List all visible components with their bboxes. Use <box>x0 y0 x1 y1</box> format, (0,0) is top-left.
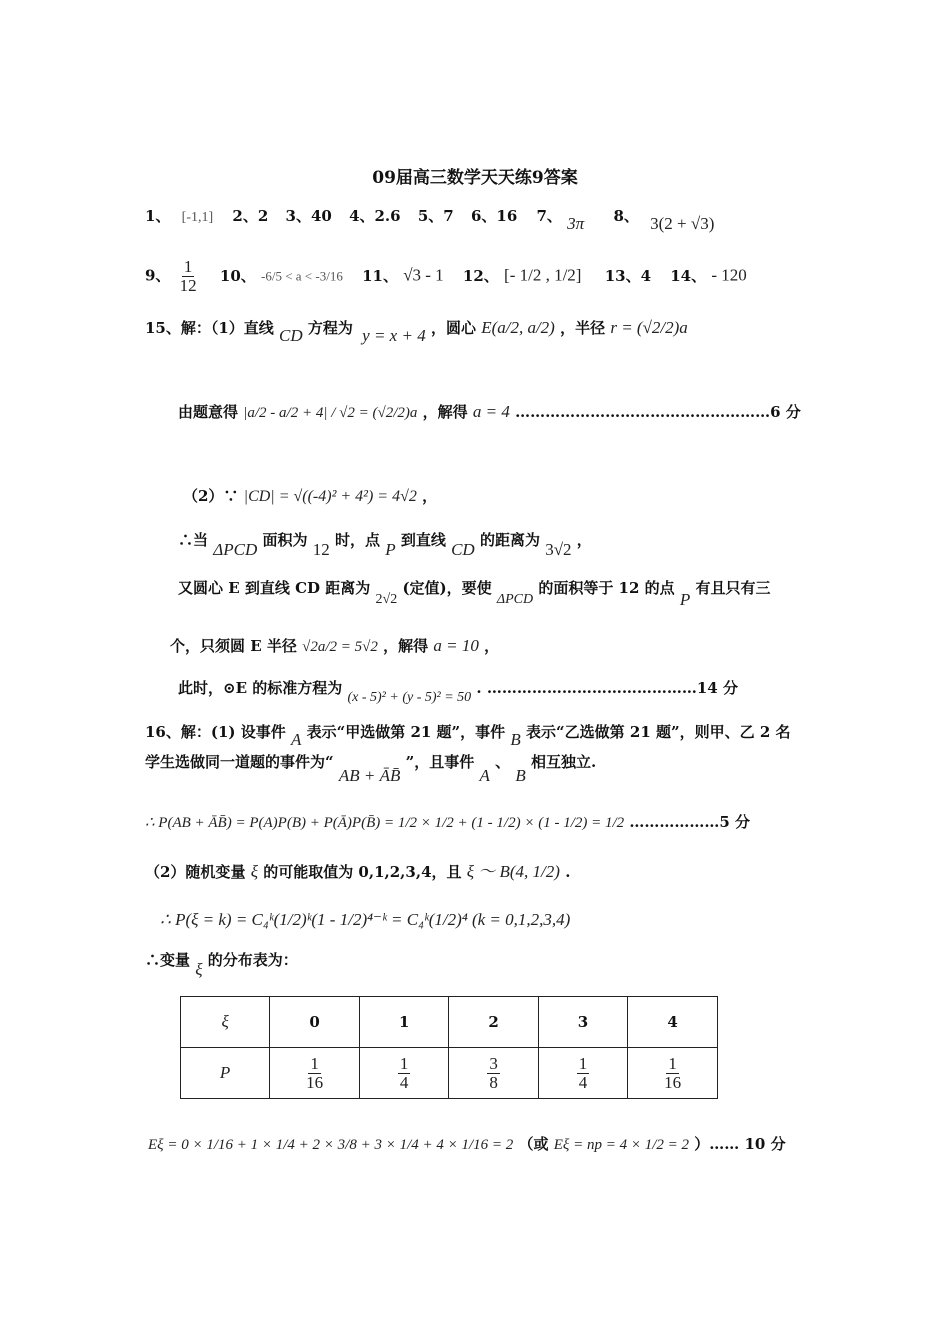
q15-line-3 <box>183 486 437 507</box>
q15-line-equation: y = x + 4 <box>362 326 426 345</box>
q16-text: （2）随机变量 <box>145 863 246 881</box>
q16-probability-equation: ∴ P(AB + ĀB̄) = P(A)P(B) + P(Ā)P(B̄) = 1/2 × 1/2 + (1 - 1/2) × (1 - 1/2) = 1/2 <box>145 815 625 831</box>
numerator: 1 <box>668 1053 677 1073</box>
answer-12-label: 12、 <box>462 266 499 285</box>
answer-2: 2、2 <box>232 207 269 225</box>
q15-text: ∴当 <box>178 531 209 549</box>
table-cell <box>538 1048 627 1099</box>
table-header-cell: 2 <box>449 997 538 1048</box>
q16-xi: ξ <box>195 960 203 979</box>
numerator: 1 <box>310 1053 319 1073</box>
table-header-xi: ξ <box>221 1012 229 1031</box>
answer-1-label: 1、 <box>145 207 171 225</box>
probability-fraction <box>487 1055 500 1092</box>
answer-4: 4、2.6 <box>349 207 401 225</box>
q16-line-5 <box>160 910 570 930</box>
answer-14-label: 14、 <box>670 266 707 285</box>
q15-solution-a: a = 10 <box>433 636 479 655</box>
denominator: 4 <box>399 1072 409 1092</box>
table-cell <box>449 1048 538 1099</box>
q15-text: （2）∵ <box>183 487 239 505</box>
table-header-cell: 4 <box>628 997 718 1048</box>
q15-text: 面积为 <box>262 531 308 549</box>
q15-center: E(a/2, a/2) <box>481 318 555 337</box>
q16-line-7 <box>148 1134 786 1155</box>
answer-11-label: 11、 <box>362 266 398 285</box>
answer-9-numerator: 1 <box>183 257 193 276</box>
probability-fraction <box>304 1055 325 1092</box>
q15-text: ，解得 <box>422 403 468 421</box>
table-header-cell: 0 <box>270 997 360 1048</box>
q15-intro: 15、解：（1）直线 <box>145 319 274 337</box>
q16-text: 的可能取值为 0,1,2,3,4，且 <box>263 863 462 881</box>
table-header-cell: 1 <box>359 997 448 1048</box>
q15-line-7 <box>178 678 738 705</box>
q15-text: 又圆心 E 到直线 CD 距离为 <box>178 579 371 597</box>
q16-xi: ξ <box>250 862 258 881</box>
q15-cd: CD <box>451 540 475 559</box>
q15-line-4 <box>178 530 592 559</box>
q16-event-b: B <box>510 730 521 749</box>
q15-text: ，半径 <box>560 319 606 337</box>
q16-event-a: A <box>479 766 490 785</box>
q15-text: ， <box>576 531 592 549</box>
q16-text: （或 <box>518 1135 549 1153</box>
q16-intro: 16、解：(1) 设事件 <box>145 723 286 741</box>
answers-line-1 <box>145 206 715 233</box>
table-label-p: P <box>219 1063 231 1082</box>
q16-text: 表示“甲选做第 21 题”，事件 <box>306 723 506 741</box>
q16-event-b: B <box>515 766 526 785</box>
q16-text: ∴变量 <box>145 951 191 969</box>
q15-cd-length: |CD| = √((-4)² + 4²) = 4√2 <box>243 488 417 505</box>
q15-triangle: ΔPCD <box>496 592 534 607</box>
answer-7-label: 7、 <box>536 207 562 225</box>
q15-text: 个，只须圆 E 半径 <box>170 637 297 655</box>
denominator: 16 <box>306 1072 324 1092</box>
q15-score-6: ……………………………………………6 分 <box>515 403 801 421</box>
answer-1-value: [-1,1] <box>181 210 214 225</box>
q16-text: 表示“乙选做第 21 题”，则甲、乙 2 名 <box>526 723 791 741</box>
answer-8-label: 8、 <box>613 207 639 225</box>
q15-circle-equation: (x - 5)² + (y - 5)² = 50 <box>347 690 472 705</box>
answer-11-value: √3 - 1 <box>403 265 444 285</box>
q15-cd: CD <box>279 326 303 345</box>
page-title: 09届高三数学天天练9答案 <box>372 168 578 188</box>
q15-distance-equation: |a/2 - a/2 + 4| / √2 = (√2/2)a <box>243 405 418 421</box>
q15-text: 此时，⊙E 的标准方程为 <box>178 679 343 697</box>
table-cell <box>628 1048 718 1099</box>
distribution-table <box>180 996 718 1099</box>
q15-text: ，解得 <box>383 637 429 655</box>
q16-expectation: Eξ = 0 × 1/16 + 1 × 1/4 + 2 × 3/8 + 3 × 1/4 + 4 × 1/16 = 2 <box>148 1137 514 1153</box>
q16-text: 相互独立. <box>531 753 597 771</box>
q16-line-2 <box>145 752 597 785</box>
q16-line-6 <box>145 950 298 979</box>
q15-text: ，圆心 <box>430 319 476 337</box>
q15-text: (定值)，要使 <box>402 579 492 597</box>
q16-event-expression: AB + ĀB̄ <box>338 766 401 785</box>
table-row-label <box>181 1048 270 1099</box>
q15-text: 的面积等于 12 的点 <box>538 579 675 597</box>
probability-fraction <box>398 1055 411 1092</box>
q16-score-5: ………………5 分 <box>629 813 751 831</box>
answer-7-value: 3π <box>567 214 585 233</box>
q16-pmf-equation: ∴ P(ξ = k) = C₄ᵏ(1/2)ᵏ(1 - 1/2)⁴⁻ᵏ = C₄ᵏ(1/2)⁴ (k = 0,1,2,3,4) <box>160 910 571 929</box>
q15-text: 到直线 <box>400 531 446 549</box>
answer-9-label: 9、 <box>145 266 171 285</box>
numerator: 3 <box>489 1053 498 1073</box>
q16-binomial: ξ ～ B(4, 1/2) <box>466 862 560 881</box>
q16-text: 的分布表为： <box>207 951 298 969</box>
q16-text: . <box>565 863 571 881</box>
answer-8-value: 3(2 + √3) <box>650 214 715 233</box>
q15-line-6 <box>170 636 499 657</box>
denominator: 4 <box>578 1072 588 1092</box>
q15-distance: 3√2 <box>545 540 572 559</box>
probability-fraction <box>577 1055 590 1092</box>
q16-event-a: A <box>290 730 302 749</box>
numerator: 1 <box>399 1053 409 1073</box>
q15-text: 时，点 <box>334 531 380 549</box>
answer-5: 5、7 <box>417 207 454 225</box>
q15-triangle: ΔPCD <box>213 540 258 559</box>
q15-line-5 <box>178 578 771 609</box>
answer-9-denominator: 12 <box>179 276 197 295</box>
q16-line-4 <box>145 862 570 882</box>
q15-text: ， <box>422 487 438 505</box>
answers-line-2 <box>145 258 747 295</box>
answer-12-value: [- 1/2 , 1/2] <box>504 265 582 285</box>
table-cell <box>359 1048 448 1099</box>
q15-line-2 <box>178 402 801 423</box>
answer-10-label: 10、 <box>219 266 256 285</box>
q15-area: 12 <box>312 540 330 559</box>
q16-score-10: ）…… 10 分 <box>694 1135 786 1153</box>
q16-expectation-alt: Eξ = np = 4 × 1/2 = 2 <box>553 1137 690 1153</box>
answer-10-value: -6/5 < a < -3/16 <box>261 268 343 284</box>
q15-line-1 <box>145 318 688 345</box>
q16-line-1 <box>145 722 791 749</box>
q15-point-p: P <box>385 540 396 559</box>
numerator: 1 <box>578 1053 588 1073</box>
q15-score-14: . ……………………………………14 分 <box>476 679 738 697</box>
denominator: 16 <box>664 1072 682 1092</box>
q15-text: ， <box>484 637 500 655</box>
answer-3: 3、40 <box>285 207 332 225</box>
q15-text: 的距离为 <box>479 531 540 549</box>
q15-radius: r = (√2/2)a <box>610 318 688 337</box>
table-cell <box>270 1048 360 1099</box>
q15-point-p: P <box>679 590 691 609</box>
table-row <box>181 1048 718 1099</box>
q15-fixed-distance: 2√2 <box>375 592 398 607</box>
q16-line-3 <box>145 812 750 833</box>
table-header-cell <box>181 997 270 1048</box>
q15-radius-condition: √2a/2 = 5√2 <box>302 639 378 655</box>
answer-9-value <box>178 258 199 295</box>
answer-13: 13、4 <box>604 266 652 285</box>
q15-text: 由题意得 <box>178 403 239 421</box>
q15-text: 有且只有三 <box>695 579 771 597</box>
table-row <box>181 997 718 1048</box>
answer-14-value: - 120 <box>711 265 747 285</box>
answer-6: 6、16 <box>470 207 518 225</box>
probability-fraction <box>662 1055 683 1092</box>
denominator: 8 <box>489 1072 498 1092</box>
table-header-cell: 3 <box>538 997 627 1048</box>
q16-text: 学生选做同一道题的事件为“ <box>145 753 334 771</box>
q15-solution-a: a = 4 <box>472 402 510 421</box>
q15-text: 方程为 <box>307 319 353 337</box>
q16-text: 、 <box>495 753 511 771</box>
q16-text: ”，且事件 <box>405 753 475 771</box>
